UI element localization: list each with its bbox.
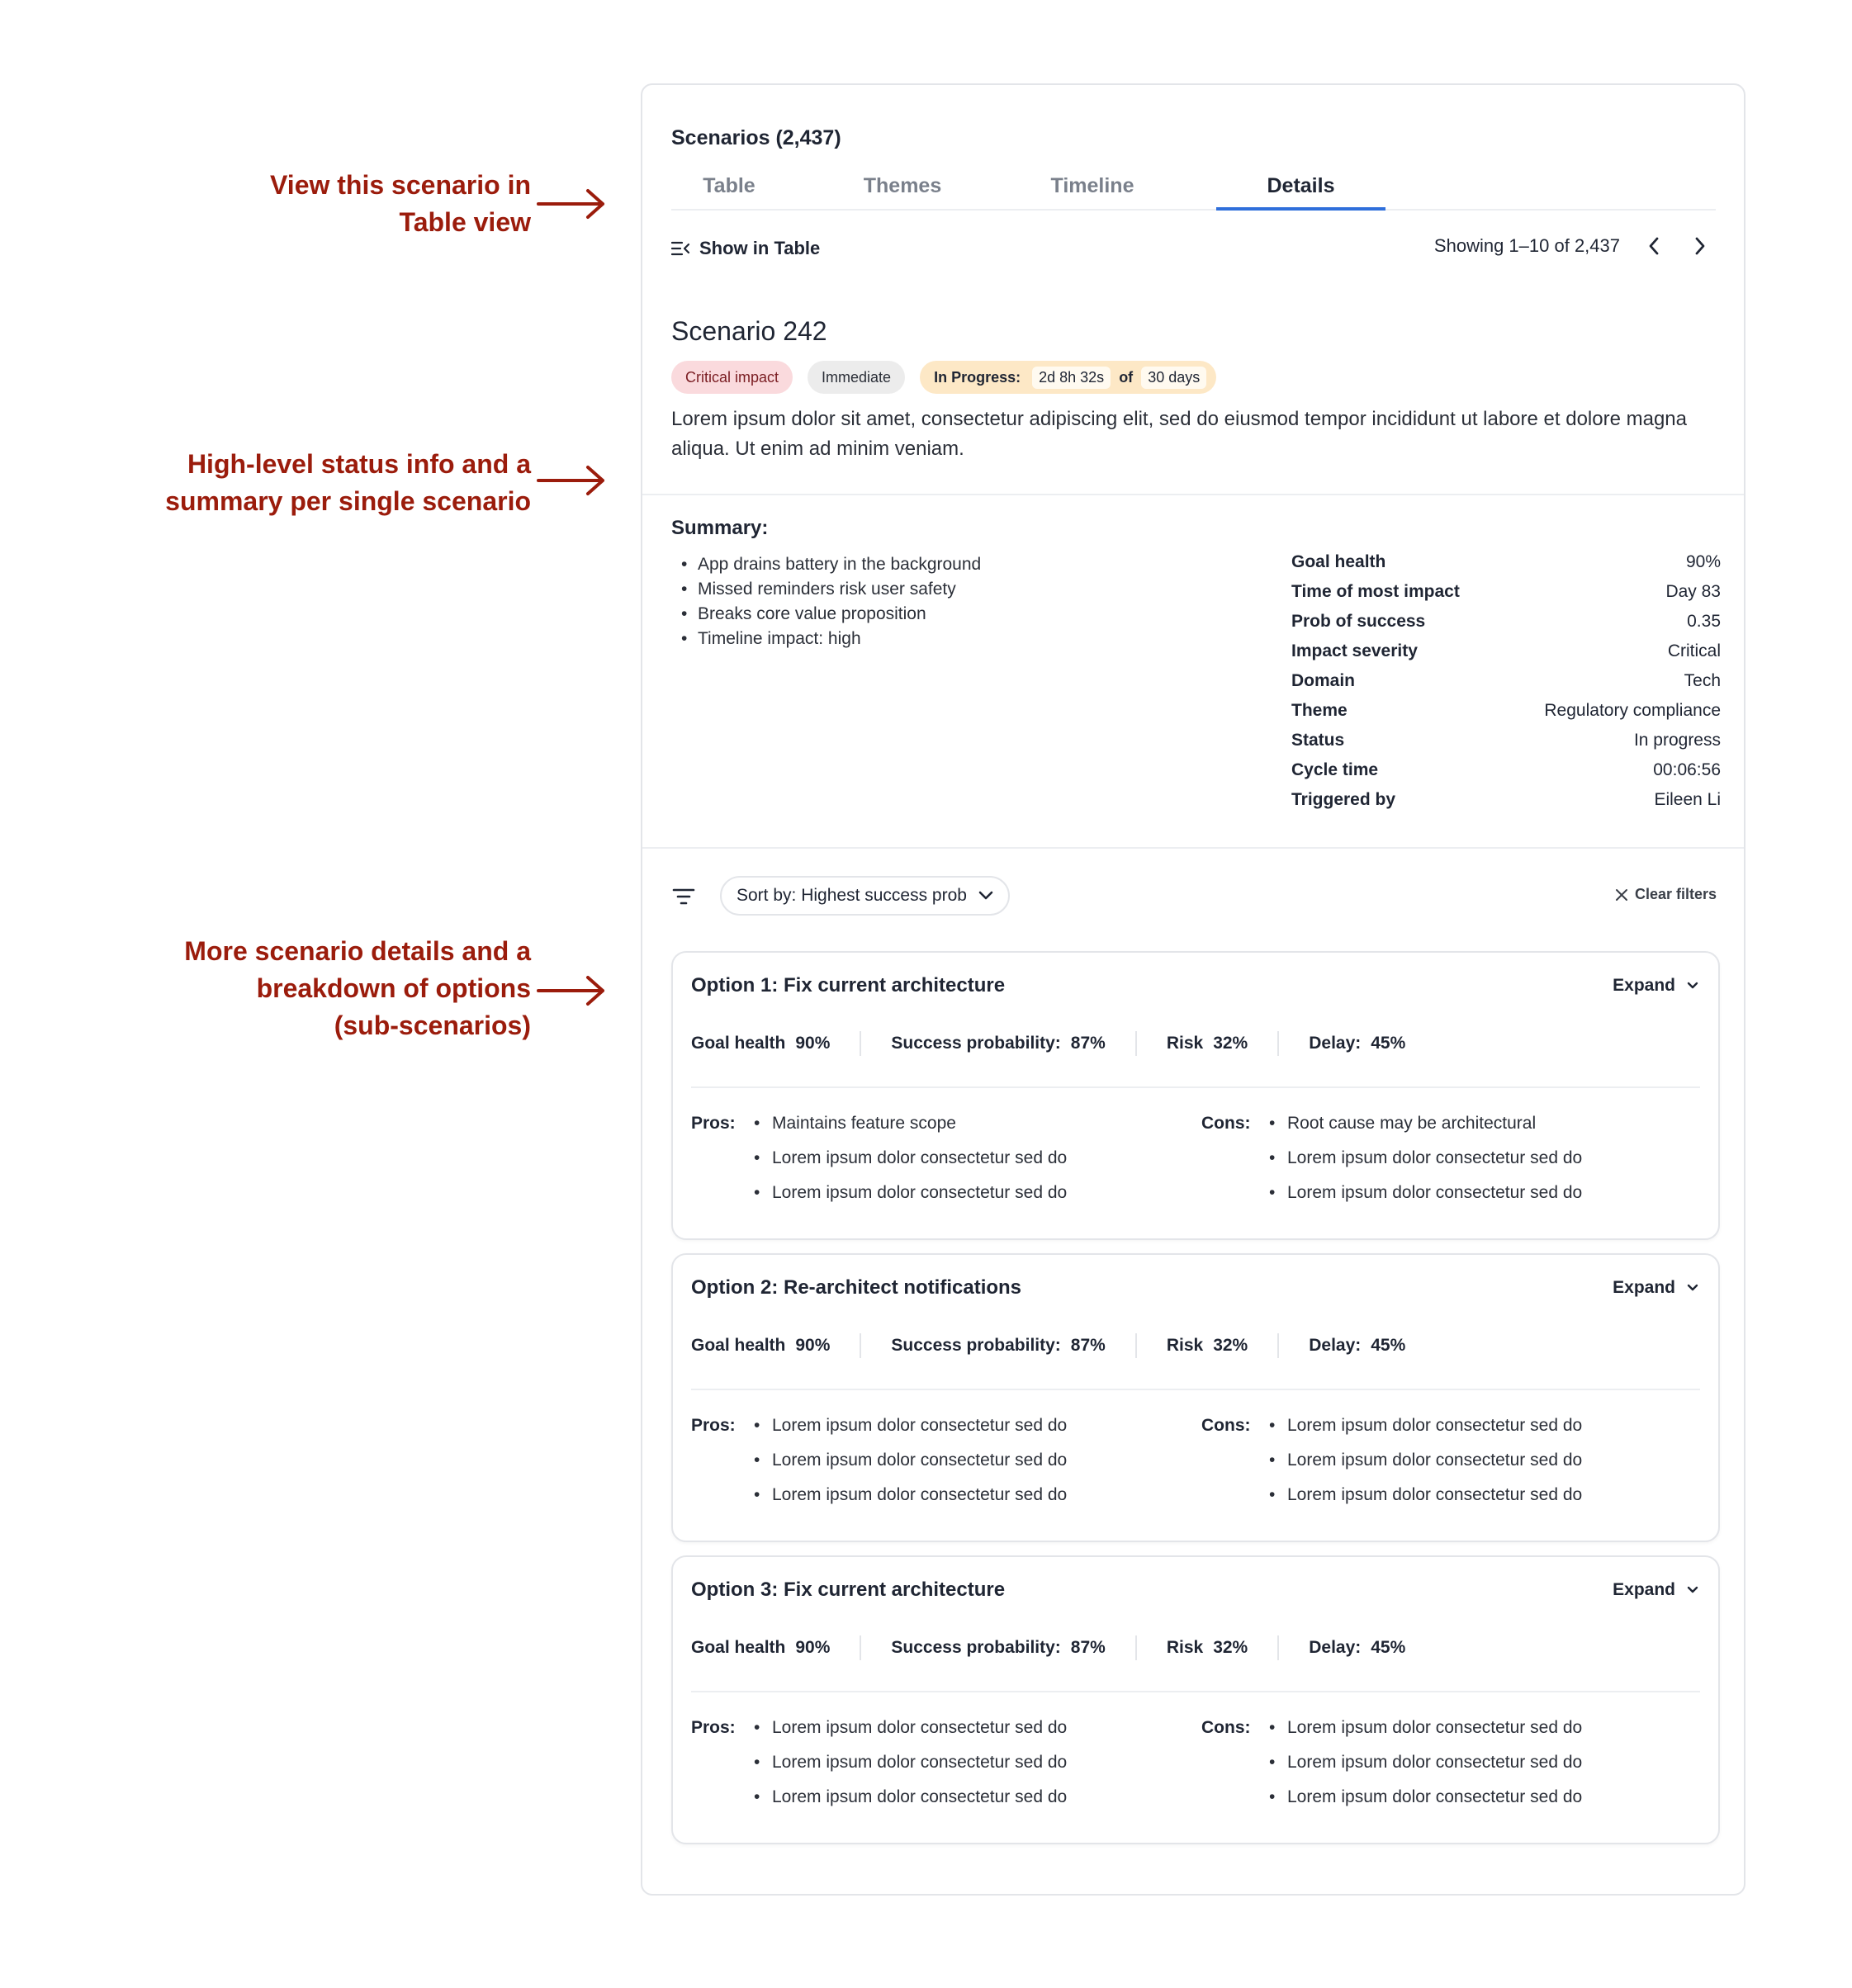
metric-key: Risk	[1166, 1638, 1204, 1657]
scenario-description: Lorem ipsum dolor sit amet, consectetur adipiscing elit, sed do eiusmod tempor incididunt ut labore et dolore magna aliqua. Ut enim ad minim veniam.	[671, 408, 1687, 460]
pro-item: • Lorem ipsum dolor consectetur sed do	[754, 1478, 1067, 1512]
summary-list	[671, 552, 981, 651]
divider	[642, 847, 1744, 849]
metric-risk	[1167, 1638, 1248, 1658]
fact-value: 90%	[1685, 552, 1721, 571]
fact-key: Prob of success	[1291, 612, 1426, 631]
cons-label: Cons:	[1201, 1718, 1251, 1737]
pro-item: • Lorem ipsum dolor consectetur sed do	[754, 1443, 1067, 1478]
annotation-options	[184, 933, 531, 1044]
metric-delay	[1309, 1638, 1405, 1658]
scenario-facts	[1291, 552, 1721, 820]
fact-key: Cycle time	[1291, 760, 1379, 779]
metric-value: 90%	[795, 1034, 831, 1053]
expand-button[interactable]	[1613, 976, 1698, 996]
metric-key: Risk	[1166, 1336, 1204, 1355]
chevron-left-icon	[1648, 237, 1660, 255]
fact-key: Theme	[1291, 701, 1348, 720]
pros-label: Pros:	[691, 1416, 736, 1435]
metric-success	[891, 1034, 1105, 1053]
fact-key: Status	[1291, 731, 1345, 750]
summary-item: • App drains battery in the background	[671, 552, 981, 577]
fact-value: 0.35	[1687, 612, 1721, 631]
metric-key: Delay:	[1309, 1638, 1362, 1657]
metric-key: Success probability:	[891, 1034, 1061, 1053]
tab-details[interactable]: Details	[1216, 174, 1385, 211]
progress-badge	[920, 361, 1216, 394]
tab-table[interactable]: Table	[703, 174, 755, 197]
metric-value: 32%	[1213, 1638, 1248, 1657]
annotation-table-view	[270, 167, 531, 241]
metric-value: 45%	[1371, 1336, 1406, 1355]
metric-risk	[1167, 1336, 1248, 1356]
clear-filters-button[interactable]	[1615, 886, 1717, 903]
fact-key: Goal health	[1291, 552, 1386, 571]
metric-separator	[1277, 1031, 1279, 1056]
filter-icon[interactable]	[671, 884, 696, 909]
fact-row	[1291, 701, 1721, 731]
divider	[691, 1086, 1700, 1088]
option-metrics	[691, 1635, 1405, 1660]
metric-value: 90%	[795, 1638, 831, 1657]
clear-filters-label: Clear filters	[1634, 886, 1717, 902]
con-item: • Lorem ipsum dolor consectetur sed do	[1269, 1141, 1582, 1176]
pro-item: • Lorem ipsum dolor consectetur sed do	[754, 1711, 1067, 1745]
metric-goal-health	[691, 1336, 830, 1356]
fact-row	[1291, 641, 1721, 671]
fact-row	[1291, 790, 1721, 820]
timing-badge: Immediate	[808, 361, 905, 394]
fact-key: Time of most impact	[1291, 582, 1460, 601]
cons-label: Cons:	[1201, 1114, 1251, 1133]
chevron-down-icon	[1687, 1284, 1698, 1292]
fact-key: Triggered by	[1291, 790, 1396, 809]
pagination	[1434, 234, 1712, 258]
metric-risk	[1167, 1034, 1248, 1053]
expand-label: Expand	[1613, 976, 1675, 995]
cons-list	[1269, 1106, 1582, 1210]
metric-separator	[860, 1333, 861, 1358]
metric-value: 32%	[1213, 1336, 1248, 1355]
option-card	[671, 1253, 1720, 1542]
metric-value: 87%	[1070, 1638, 1106, 1657]
tab-timeline[interactable]: Timeline	[1050, 174, 1134, 197]
divider	[642, 494, 1744, 495]
metric-delay	[1309, 1034, 1405, 1053]
chevron-down-icon	[1687, 982, 1698, 990]
metric-key: Delay:	[1309, 1034, 1362, 1053]
fact-row	[1291, 552, 1721, 582]
metric-key: Goal health	[691, 1034, 786, 1053]
divider	[691, 1691, 1700, 1692]
next-page-button[interactable]	[1688, 234, 1712, 258]
fact-row	[1291, 731, 1721, 760]
annotation-line: High-level status info and a	[187, 449, 531, 479]
status-badges	[671, 361, 1216, 394]
con-item: • Lorem ipsum dolor consectetur sed do	[1269, 1711, 1582, 1745]
sort-label: Sort by: Highest success prob	[737, 886, 967, 905]
pro-item: • Lorem ipsum dolor consectetur sed do	[754, 1780, 1067, 1815]
summary-item: • Timeline impact: high	[671, 627, 981, 651]
fact-row	[1291, 612, 1721, 641]
annotation-line: Table view	[399, 207, 531, 237]
chevron-right-icon	[1694, 237, 1706, 255]
pro-item: • Lorem ipsum dolor consectetur sed do	[754, 1176, 1067, 1210]
metric-value: 32%	[1213, 1034, 1248, 1053]
option-metrics	[691, 1031, 1405, 1056]
fact-value: Tech	[1684, 671, 1721, 690]
option-title: Option 3: Fix current architecture	[691, 1579, 1006, 1601]
tab-bar	[671, 168, 1716, 211]
annotation-line: More scenario details and a	[184, 936, 531, 966]
arrow-right-icon	[537, 462, 607, 499]
pro-item: • Lorem ipsum dolor consectetur sed do	[754, 1745, 1067, 1780]
metric-key: Goal health	[691, 1638, 786, 1657]
divider	[691, 1389, 1700, 1390]
expand-button[interactable]	[1613, 1278, 1698, 1298]
metric-value: 87%	[1070, 1336, 1106, 1355]
list-collapse-icon	[671, 241, 689, 256]
con-item: • Lorem ipsum dolor consectetur sed do	[1269, 1478, 1582, 1512]
expand-label: Expand	[1613, 1580, 1675, 1599]
fact-value: In progress	[1633, 731, 1721, 750]
annotation-line: breakdown of options	[256, 973, 531, 1003]
metric-key: Goal health	[691, 1336, 786, 1355]
show-in-table-button[interactable]	[671, 238, 820, 259]
fact-value: 00:06:56	[1653, 760, 1721, 779]
metric-goal-health	[691, 1638, 830, 1658]
pros-list	[754, 1106, 1067, 1210]
annotation-line: summary per single scenario	[165, 486, 531, 516]
total-time: 30 days	[1141, 367, 1206, 389]
pro-item: • Lorem ipsum dolor consectetur sed do	[754, 1408, 1067, 1443]
metric-key: Success probability:	[891, 1638, 1061, 1657]
scenarios-panel	[641, 83, 1745, 1896]
pros-label: Pros:	[691, 1718, 736, 1737]
pro-item: • Maintains feature scope	[754, 1106, 1067, 1141]
showing-count: Showing 1–10 of 2,437	[1433, 235, 1620, 256]
metric-value: 87%	[1070, 1034, 1106, 1053]
tab-themes[interactable]: Themes	[863, 174, 942, 197]
metric-goal-health	[691, 1034, 830, 1053]
metric-separator	[1277, 1635, 1279, 1660]
metric-value: 90%	[795, 1336, 831, 1355]
annotation-line: (sub-scenarios)	[334, 1011, 531, 1040]
metric-separator	[1135, 1333, 1137, 1358]
option-card	[671, 1555, 1720, 1844]
pro-item: • Lorem ipsum dolor consectetur sed do	[754, 1141, 1067, 1176]
fact-value: Day 83	[1665, 582, 1721, 601]
metric-delay	[1309, 1336, 1405, 1356]
elapsed-time: 2d 8h 32s	[1032, 367, 1111, 389]
con-item: • Lorem ipsum dolor consectetur sed do	[1269, 1443, 1582, 1478]
pros-list	[754, 1408, 1067, 1512]
con-item: • Lorem ipsum dolor consectetur sed do	[1269, 1408, 1582, 1443]
metric-separator	[1277, 1333, 1279, 1358]
option-metrics	[691, 1333, 1405, 1358]
fact-value: Regulatory compliance	[1544, 701, 1721, 720]
annotation-status-summary	[165, 446, 531, 520]
con-item: • Root cause may be architectural	[1269, 1106, 1582, 1141]
metric-separator	[860, 1635, 861, 1660]
option-title: Option 2: Re-architect notifications	[691, 1276, 1022, 1299]
summary-item: • Missed reminders risk user safety	[671, 577, 981, 602]
pros-list	[754, 1711, 1067, 1815]
close-icon	[1615, 888, 1628, 902]
progress-label: In Progress:	[934, 368, 1021, 386]
fact-value: Critical	[1667, 641, 1721, 660]
metric-separator	[860, 1031, 861, 1056]
fact-key: Impact severity	[1291, 641, 1418, 660]
impact-badge: Critical impact	[671, 361, 793, 394]
arrow-right-icon	[537, 186, 607, 222]
con-item: • Lorem ipsum dolor consectetur sed do	[1269, 1176, 1582, 1210]
con-item: • Lorem ipsum dolor consectetur sed do	[1269, 1745, 1582, 1780]
metric-separator	[1135, 1031, 1137, 1056]
metric-success	[891, 1336, 1105, 1356]
sort-dropdown[interactable]	[720, 876, 1010, 916]
metric-value: 45%	[1371, 1034, 1406, 1053]
scenario-title: Scenario 242	[671, 316, 827, 346]
metric-key: Risk	[1166, 1034, 1204, 1053]
annotation-line: View this scenario in	[270, 170, 531, 200]
progress-of: of	[1119, 368, 1134, 386]
panel-title: Scenarios (2,437)	[671, 126, 841, 149]
fact-row	[1291, 671, 1721, 701]
previous-page-button[interactable]	[1641, 234, 1666, 258]
fact-key: Domain	[1291, 671, 1356, 690]
chevron-down-icon	[978, 891, 993, 901]
summary-title: Summary:	[671, 517, 769, 539]
cons-list	[1269, 1711, 1582, 1815]
fact-value: Eileen Li	[1654, 790, 1721, 809]
pros-label: Pros:	[691, 1114, 736, 1133]
expand-button[interactable]	[1613, 1580, 1698, 1600]
metric-value: 45%	[1371, 1638, 1406, 1657]
cons-label: Cons:	[1201, 1416, 1251, 1435]
arrow-right-icon	[537, 973, 607, 1009]
fact-row	[1291, 582, 1721, 612]
expand-label: Expand	[1613, 1278, 1675, 1297]
metric-key: Success probability:	[891, 1336, 1061, 1355]
chevron-down-icon	[1687, 1586, 1698, 1594]
summary-item: • Breaks core value proposition	[671, 602, 981, 627]
fact-row	[1291, 760, 1721, 790]
option-card	[671, 951, 1720, 1240]
metric-key: Delay:	[1309, 1336, 1362, 1355]
show-in-table-label: Show in Table	[699, 238, 821, 258]
cons-list	[1269, 1408, 1582, 1512]
metric-separator	[1135, 1635, 1137, 1660]
con-item: • Lorem ipsum dolor consectetur sed do	[1269, 1780, 1582, 1815]
metric-success	[891, 1638, 1105, 1658]
option-title: Option 1: Fix current architecture	[691, 974, 1006, 996]
